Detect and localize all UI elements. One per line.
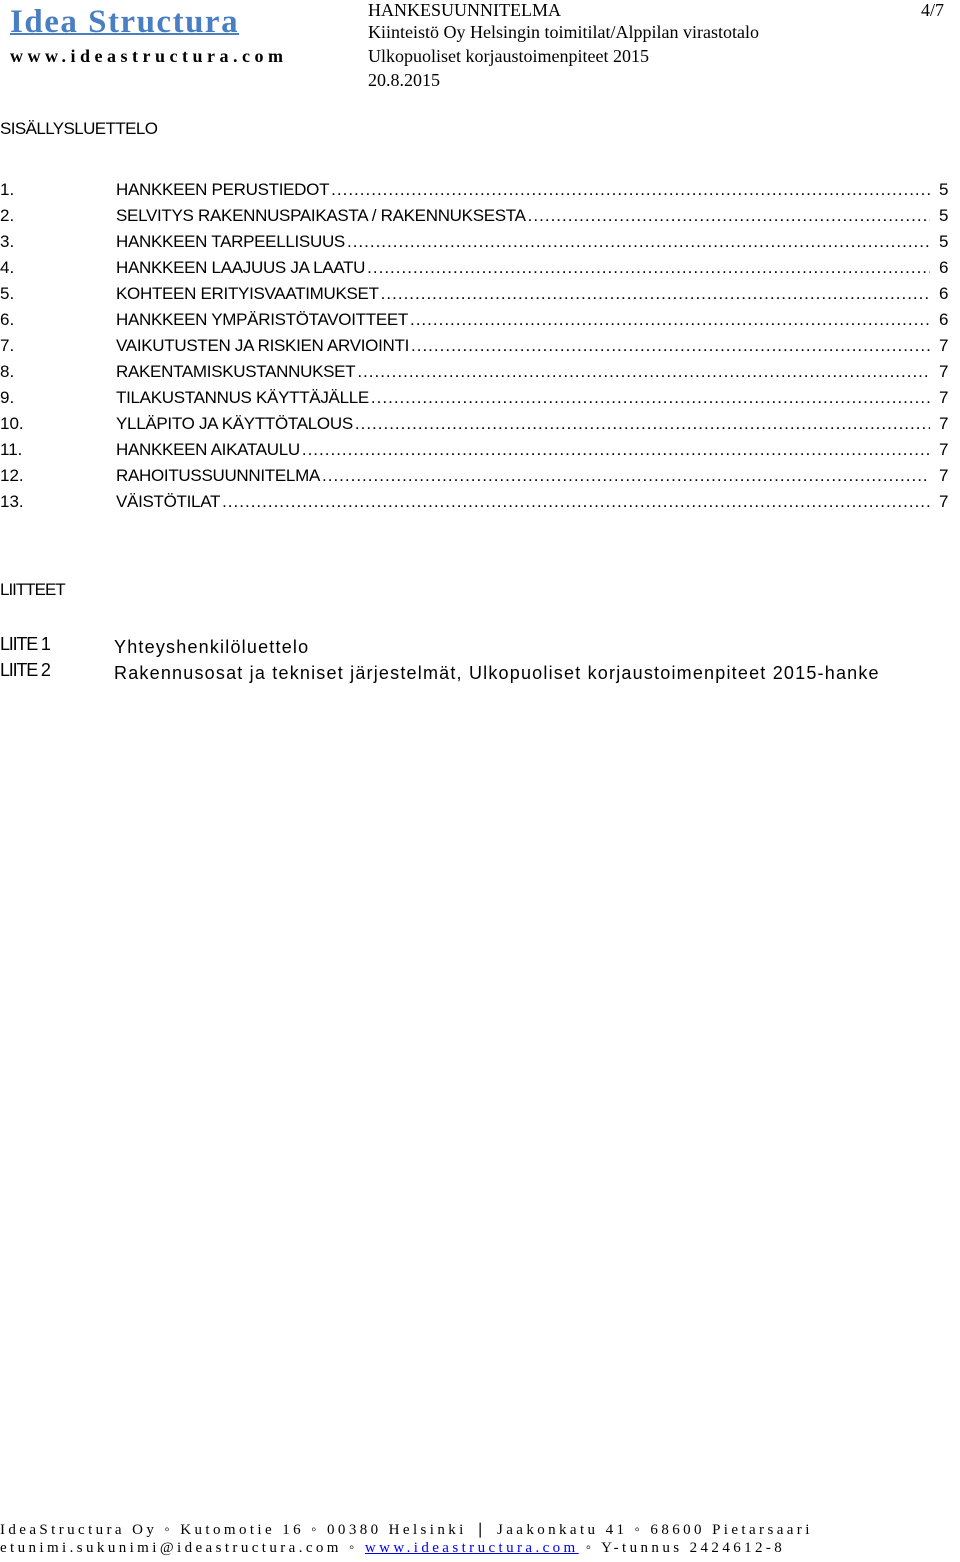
footer-website-link[interactable]: www.ideastructura.com [364, 1540, 579, 1556]
toc-leader-dots [381, 284, 930, 303]
toc-item-label: VAIKUTUSTEN JA RISKIEN ARVIOINTI [116, 336, 410, 355]
footer-address: IdeaStructura Oy ◦ Kutomotie 16 ◦ 00380 Helsinki ❘ Jaakonkatu 41 ◦ 68600 Pietarsaari [0, 1522, 813, 1538]
toc-leader-dots [410, 310, 930, 329]
document-title: HANKESUUNNITELMA [368, 0, 561, 20]
client-name: Kiinteistö Oy Helsingin toimitilat/Alppilan virastotalo [368, 22, 759, 42]
toc-item[interactable] [0, 232, 960, 258]
toc-title: SISÄLLYSLUETTELO [0, 119, 158, 138]
toc-leader-dots [347, 232, 930, 251]
toc-item-page: 7 [939, 336, 949, 355]
toc-item-text [116, 258, 930, 278]
toc-item-text [116, 362, 930, 382]
toc-item-text [116, 206, 930, 226]
toc-item-page: 5 [939, 180, 949, 199]
toc-leader-dots [331, 180, 930, 199]
toc-item-text [116, 180, 930, 200]
company-logo[interactable]: Idea Structura [10, 4, 240, 40]
toc-item-number: 7. [0, 336, 15, 355]
toc-item-page: 5 [939, 206, 949, 225]
toc-item-number: 13. [0, 492, 24, 511]
toc-item-page: 7 [939, 440, 949, 459]
toc-leader-dots [367, 258, 930, 277]
toc-item-label: HANKKEEN TARPEELLISUUS [116, 232, 345, 251]
attachments-title: LIITTEET [0, 580, 65, 599]
toc-item-page: 7 [939, 414, 949, 433]
toc-item-number: 6. [0, 310, 15, 329]
toc-item-label: HANKKEEN YMPÄRISTÖTAVOITTEET [116, 310, 408, 329]
toc-item-number: 10. [0, 414, 24, 433]
document-date: 20.8.2015 [368, 70, 440, 90]
toc-item[interactable] [0, 414, 960, 440]
toc-leader-dots [302, 440, 930, 459]
toc-item-label: KOHTEEN ERITYISVAATIMUKSET [116, 284, 379, 303]
footer-separator: ◦ [341, 1540, 365, 1556]
toc-item-number: 12. [0, 466, 24, 485]
toc-item-label: HANKKEEN AIKATAULU [116, 440, 300, 459]
footer-email[interactable]: etunimi.sukunimi@ideastructura.com [0, 1540, 342, 1556]
toc-leader-dots [222, 492, 930, 511]
toc-item-label: HANKKEEN LAAJUUS JA LAATU [116, 258, 366, 277]
toc-item[interactable] [0, 180, 960, 206]
toc-item-number: 2. [0, 206, 15, 225]
toc-item-page: 7 [939, 388, 949, 407]
toc-item-text [116, 466, 930, 486]
toc-item[interactable] [0, 284, 960, 310]
toc-item-number: 4. [0, 258, 15, 277]
toc-item[interactable] [0, 492, 960, 518]
toc-item-label: YLLÄPITO JA KÄYTTÖTALOUS [116, 414, 353, 433]
toc-item-number: 5. [0, 284, 15, 303]
attachment-description: Rakennusosat ja tekniset järjestelmät, Ulkopuoliset korjaustoimenpiteet 2015-hanke [114, 663, 880, 683]
toc-item[interactable] [0, 362, 960, 388]
toc-item-page: 7 [939, 466, 949, 485]
toc-item-number: 1. [0, 180, 15, 199]
company-website-link[interactable]: www.ideastructura.com [10, 46, 288, 66]
toc-item-text [116, 440, 930, 460]
toc-item-text [116, 414, 930, 434]
attachment-id: LIITE 2 [0, 660, 50, 680]
toc-item-text [116, 388, 930, 408]
footer-separator: ◦ [578, 1540, 602, 1556]
toc-item-label: TILAKUSTANNUS KÄYTTÄJÄLLE [116, 388, 369, 407]
toc-item-number: 8. [0, 362, 15, 381]
toc-item-number: 11. [0, 440, 23, 459]
toc-item-text [116, 284, 930, 304]
toc-item[interactable] [0, 336, 960, 362]
toc-item[interactable] [0, 440, 960, 466]
attachment-description: Yhteyshenkilöluettelo [114, 637, 310, 657]
toc-leader-dots [357, 362, 930, 381]
toc-item[interactable] [0, 466, 960, 492]
attachment-id: LIITE 1 [0, 634, 50, 654]
toc-item-number: 3. [0, 232, 15, 251]
toc-item-text [116, 492, 930, 512]
toc-item-page: 6 [939, 258, 949, 277]
footer-contact [0, 1540, 785, 1557]
toc-item-page: 6 [939, 284, 949, 303]
toc-item[interactable] [0, 206, 960, 232]
toc-item-number: 9. [0, 388, 15, 407]
toc-leader-dots [371, 388, 930, 407]
toc-item-label: HANKKEEN PERUSTIEDOT [116, 180, 330, 199]
toc-item-label: RAHOITUSSUUNNITELMA [116, 466, 320, 485]
toc-leader-dots [528, 206, 930, 225]
toc-item[interactable] [0, 388, 960, 414]
toc-item-page: 6 [939, 310, 949, 329]
footer-business-id: Y-tunnus 2424612-8 [601, 1540, 786, 1556]
toc-item-label: RAKENTAMISKUSTANNUKSET [116, 362, 356, 381]
toc-item-text [116, 310, 930, 330]
project-name: Ulkopuoliset korjaustoimenpiteet 2015 [368, 46, 649, 66]
toc-item[interactable] [0, 310, 960, 336]
toc-item-text [116, 336, 930, 356]
toc-leader-dots [322, 466, 930, 485]
toc-item-page: 5 [939, 232, 949, 251]
toc-item-label: SELVITYS RAKENNUSPAIKASTA / RAKENNUKSESTA [116, 206, 526, 225]
toc-item-label: VÄISTÖTILAT [116, 492, 221, 511]
toc-item-text [116, 232, 930, 252]
toc-leader-dots [355, 414, 930, 433]
toc-item-page: 7 [939, 492, 949, 511]
page-number: 4/7 [921, 0, 945, 20]
toc-item-page: 7 [939, 362, 949, 381]
toc-item[interactable] [0, 258, 960, 284]
toc-leader-dots [411, 336, 930, 355]
